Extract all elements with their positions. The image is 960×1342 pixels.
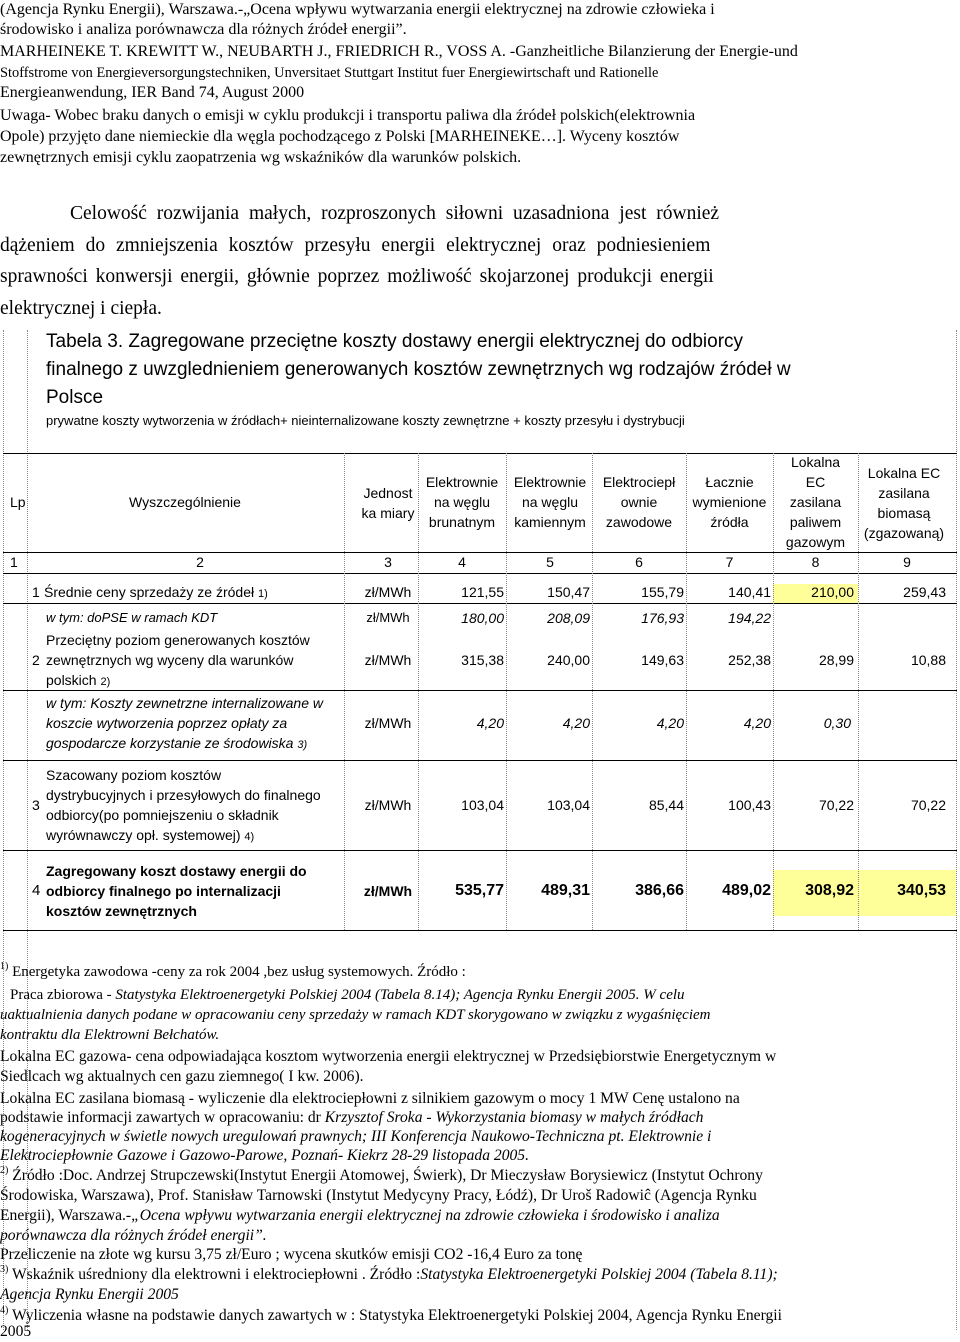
- row-label-line: odbiorcy finalnego po internalizacji: [46, 883, 281, 899]
- row-value-c5: 208,09: [547, 610, 590, 626]
- row-label-line: zewnętrznych wg wyceny dla warunków: [46, 652, 294, 668]
- row-label-line: Przeciętny poziom generowanych kosztów: [46, 632, 310, 648]
- table-caption-line-3: Polsce: [46, 387, 104, 408]
- row-value-c4: 180,00: [461, 610, 504, 626]
- row-value-c5: 103,04: [547, 797, 590, 813]
- header-name: Wyszczególnienie: [129, 494, 241, 510]
- row-value-c4: 121,55: [461, 584, 504, 600]
- footnote-4-line-2: 2005: [0, 1323, 32, 1340]
- table-caption-line-1: Tabela 3. Zagregowane przeciętne koszty dostawy energii elektrycznej do odbiorcy: [46, 331, 744, 352]
- row-label-line: odbiorcy(po pomniejszeniu o składnik: [46, 807, 279, 823]
- header-c7-3: źródła: [710, 514, 749, 530]
- row-unit: zł/MWh: [364, 652, 412, 668]
- header-c8-2: EC: [805, 474, 826, 490]
- header-c7-1: Łacznie: [705, 474, 754, 490]
- footnote-4-line-1: $^{4)}$ Wyliczenia własne na podstawie danych zawartych w : Statystyka Elektroenergetyki Polskiej 2004, Agencja Rynku Energii: [0, 1305, 782, 1324]
- row-value-c7: 100,43: [728, 797, 771, 813]
- header-c4-2: na węglu: [433, 494, 491, 510]
- row-value-c8: 28,99: [818, 652, 854, 668]
- bio-note-line-2: podstawie informacji zawartych w opracowaniu: dr Krzysztof Sroka - Wykorzystania biomasy w małych źródłach: [0, 1109, 704, 1126]
- row3-bottom-line: [3, 850, 957, 851]
- header-c9-3: biomasą: [877, 505, 931, 521]
- gas-note-line-1: Lokalna EC gazowa- cena odpowiadająca kosztom wytworzenia energii elektrycznej w Przedsiębiorstwie Energetycznym w: [0, 1048, 777, 1065]
- header-c4-1: Elektrownie: [425, 474, 499, 490]
- footnote-1-line-3: uaktualnienia danych podane w opracowaniu ceny sprzedaży w ramach KDT skorygowano w związku z wygaśnięciem: [0, 1007, 711, 1023]
- row-value-c7: 194,22: [728, 610, 771, 626]
- row-value-c4: 535,77: [455, 882, 504, 899]
- header-c5-3: kamiennym: [514, 514, 586, 530]
- table-caption-line-2: finalnego z uwzglednieniem generowanych kosztów zewnętrznych wg rodzajów źródeł w: [46, 359, 791, 380]
- row-value-c8: 308,92: [805, 882, 854, 899]
- row-value-c6: 149,63: [641, 652, 684, 668]
- row-value-c6: 4,20: [656, 715, 684, 731]
- footnote-1: $^{1)}$ Energetyka zawodowa -ceny za rok 2004 ,bez usług systemowych. Źródło :: [0, 961, 466, 980]
- row-value-c7: 4,20: [743, 715, 771, 731]
- colnum-bottom-line: [3, 573, 957, 574]
- header-c8-3: zasilana: [789, 494, 842, 510]
- colnum-7: 7: [725, 554, 734, 570]
- header-c4-3: brunatnym: [428, 514, 496, 530]
- paragraph-line-2: dążeniem do zmniejszenia kosztów przesyłu energii elektrycznej oraz podniesieniem: [0, 235, 711, 256]
- row2-bottom-line: [3, 690, 957, 691]
- row-value-c7: 489,02: [722, 882, 771, 899]
- gas-note-line-2: Siedlcach wg aktualnych cen gazu ziemnego( I kw. 2006).: [0, 1068, 364, 1085]
- header-c5-2: na węglu: [521, 494, 579, 510]
- table-subcaption: prywatne koszty wytworzenia w źródłach+ nieinternalizowane koszty zewnętrzne + koszty przesyłu i dystrybucji: [46, 413, 685, 428]
- row-value-c6: 155,79: [641, 584, 684, 600]
- row-value-c9: 10,88: [910, 652, 946, 668]
- row-label-line: gospodarcze korzystanie ze środowiska 3): [46, 735, 308, 751]
- row-value-c4: 103,04: [461, 797, 504, 813]
- header-c6-1: Elektrociepł: [602, 474, 676, 490]
- header-unit-2: ka miary: [361, 505, 415, 521]
- row-unit: zł/MWh: [366, 610, 410, 625]
- footnote-1-source: Praca zbiorowa - Statystyka Elektroenergetyki Polskiej 2004 (Tabela 8.14); Agencja Rynku Energii 2005. W celu: [10, 987, 685, 1003]
- header-c9-2: zasilana: [878, 485, 930, 501]
- footnote-2-line-1: $^{2)}$ Źródło :Doc. Andrzej Strupczewski(Instytut Energii Atomowej, Świerk), Dr Mieczysław Borysiewicz (Instytut Ochrony: [0, 1165, 763, 1184]
- colnum-5: 5: [546, 554, 554, 570]
- row-value-c9: 340,53: [897, 882, 946, 899]
- row-label-line: Szacowany poziom kosztów: [46, 767, 222, 783]
- footnote-2-line-4: porównawcza dla różnych źródeł energii”.: [0, 1227, 267, 1244]
- row-lp: 1: [32, 584, 40, 600]
- row-lp: 3: [32, 797, 40, 813]
- colnum-6: 6: [635, 554, 643, 570]
- header-c9-4: (zgazowaną): [863, 525, 945, 541]
- row-label-line: polskich 2): [46, 672, 111, 688]
- note-line-1: Uwaga- Wobec braku danych o emisji w cyklu produkcji i transportu paliwa dla źródeł polskich(elektrownia: [0, 107, 696, 124]
- header-c8-4: paliwem: [789, 514, 842, 530]
- row-value-c9: 259,43: [903, 584, 946, 600]
- row-value-c6: 176,93: [641, 610, 684, 626]
- colnum-8: 8: [811, 554, 820, 570]
- ref-line-3: MARHEINEKE T. KREWITT W., NEUBARTH J., FRIEDRICH R., VOSS A. -Ganzheitliche Bilanzierung der Energie-und: [0, 43, 798, 60]
- header-c7-2: wymienione: [692, 494, 767, 510]
- row-label-line: kosztów zewnętrznych: [46, 903, 197, 919]
- bio-note-line-4: Elektrociepłownie Gazowe i Gazowo-Parowe, Poznań- Kiekrz 28-29 listopada 2005.: [0, 1147, 529, 1164]
- row-value-c7: 252,38: [728, 652, 771, 668]
- row-label: Średnie ceny sprzedaży ze źródeł 1): [44, 584, 268, 600]
- footnote-3-line-2: Agencja Rynku Energii 2005: [0, 1286, 179, 1303]
- paragraph-line-3: sprawności konwersji energii, głównie poprzez możliwość skojarzonej produkcji energii: [0, 266, 714, 287]
- header-c8-1: Lokalna: [790, 454, 841, 470]
- table-bottom-line: [3, 930, 957, 931]
- row-label-line: wyrównawczy opł. systemowej) 4): [46, 827, 255, 843]
- row-value-c6: 85,44: [648, 797, 684, 813]
- row-value-c4: 4,20: [476, 715, 504, 731]
- frame-right-dotted: [956, 330, 958, 1330]
- paragraph-line-4: elektrycznej i ciepła.: [0, 298, 162, 319]
- row-value-c8: 210,00: [811, 584, 854, 600]
- header-lp: Lp: [10, 494, 26, 510]
- footnote-2-line-2: Środowiska, Warszawa), Prof. Stanisław Tarnowski (Instytut Medycyny Pracy, Łódź), Dr Uroš Radowiĉ (Agencja Rynku: [0, 1187, 757, 1204]
- row-unit: zł/MWh: [364, 715, 412, 731]
- row-unit: zł/MWh: [364, 584, 412, 600]
- header-unit-1: Jednost: [363, 485, 413, 501]
- header-c8-5: gazowym: [785, 534, 846, 550]
- bio-note-line-1: Lokalna EC zasilana biomasą - wyliczenie dla elektrociepłowni z silnikiem gazowym o mocy 1 MW Cenę ustalono na: [0, 1090, 740, 1107]
- paragraph-line-1: Celowość rozwijania małych, rozproszonych siłowni uzasadniona jest również: [70, 203, 720, 224]
- row-label: w tym: doPSE w ramach KDT: [46, 610, 218, 625]
- row-value-c8: 0,30: [823, 715, 851, 731]
- row-value-c5: 150,47: [547, 584, 590, 600]
- row-value-c5: 240,00: [547, 652, 590, 668]
- row-value-c8: 70,22: [818, 797, 854, 813]
- footnote-2-line-5: Przeliczenie na złote wg kursu 3,75 zł/Euro ; wycena skutków emisji CO2 -16,4 Euro za tonę: [0, 1246, 583, 1263]
- row-label-line: koszcie wytworzenia poprzez opłaty za: [46, 715, 288, 731]
- row2b-bottom-line: [3, 760, 957, 761]
- ref-line-4: Stoffstrome von Energieversorgungstechniken, Unversitaet Stuttgart Institut fuer Energiewirtschaft und Rationelle: [0, 65, 659, 81]
- footnote-3-line-1: $^{3)}$ Wskaźnik uśredniony dla elektrowni i elektrociepłowni . Źródło :Statystyka Elektroenergetyki Polskiej 2004 (Tabela 8.11);: [0, 1264, 778, 1283]
- ref-line-2: środowisko i analiza porównawcza dla różnych źródeł energii”.: [0, 21, 407, 38]
- row-unit: zł/MWh: [364, 797, 412, 813]
- row-value-c5: 489,31: [541, 882, 590, 899]
- note-line-2: Opole) przyjęto dane niemieckie dla węgla pochodzącego z Polski [MARHEINEKE…]. Wyceny kosztów: [0, 128, 680, 145]
- ref-line-5: Energieanwendung, IER Band 74, August 2000: [0, 84, 305, 101]
- row-value-c7: 140,41: [728, 584, 771, 600]
- header-c6-3: zawodowe: [605, 514, 673, 530]
- row-label-line: Zagregowany koszt dostawy energii do: [46, 863, 307, 879]
- colnum-2: 2: [196, 554, 204, 570]
- row-unit: zł/MWh: [363, 883, 413, 899]
- row-lp: 2: [32, 652, 40, 668]
- colnum-1: 1: [10, 554, 18, 570]
- col-sep-unit: [344, 453, 346, 930]
- footnote-1-line-4: kontraktu dla Elektrowni Bełchatów.: [0, 1027, 220, 1043]
- row-label-line: dystrybucyjnych i przesyłowych do finalnego: [46, 787, 321, 803]
- header-c5-1: Elektrownie: [513, 474, 587, 490]
- bio-note-line-3: kogeneracyjnych w świetle nowych uregulowań prawnych; III Konferencja Naukowo-Techniczna pt. Elektrownie i: [0, 1128, 712, 1145]
- colnum-9: 9: [903, 554, 911, 570]
- header-c6-2: ownie: [620, 494, 658, 510]
- header-c9-1: Lokalna EC: [867, 465, 941, 481]
- note-line-3: zewnętrznych emisji cyklu zaopatrzenia wg wskaźników dla warunków polskich.: [0, 149, 522, 166]
- colnum-3: 3: [384, 554, 392, 570]
- row-value-c9: 70,22: [910, 797, 946, 813]
- row-value-c5: 4,20: [562, 715, 590, 731]
- row-lp: 4: [32, 882, 41, 899]
- colnum-4: 4: [458, 554, 466, 570]
- ref-line-1: (Agencja Rynku Energii), Warszawa.-„Ocena wpływu wytwarzania energii elektrycznej na zdrowie człowieka i: [0, 1, 715, 18]
- row-value-c4: 315,38: [461, 652, 504, 668]
- footnote-2-line-3: Energii), Warszawa.-„Ocena wpływu wytwarzania energii elektrycznej na zdrowie człowieka i środowisko i analiza: [0, 1207, 720, 1224]
- row-value-c6: 386,66: [635, 882, 684, 899]
- row-label-line: w tym: Koszty zewnetrzne internalizowane w: [46, 695, 323, 711]
